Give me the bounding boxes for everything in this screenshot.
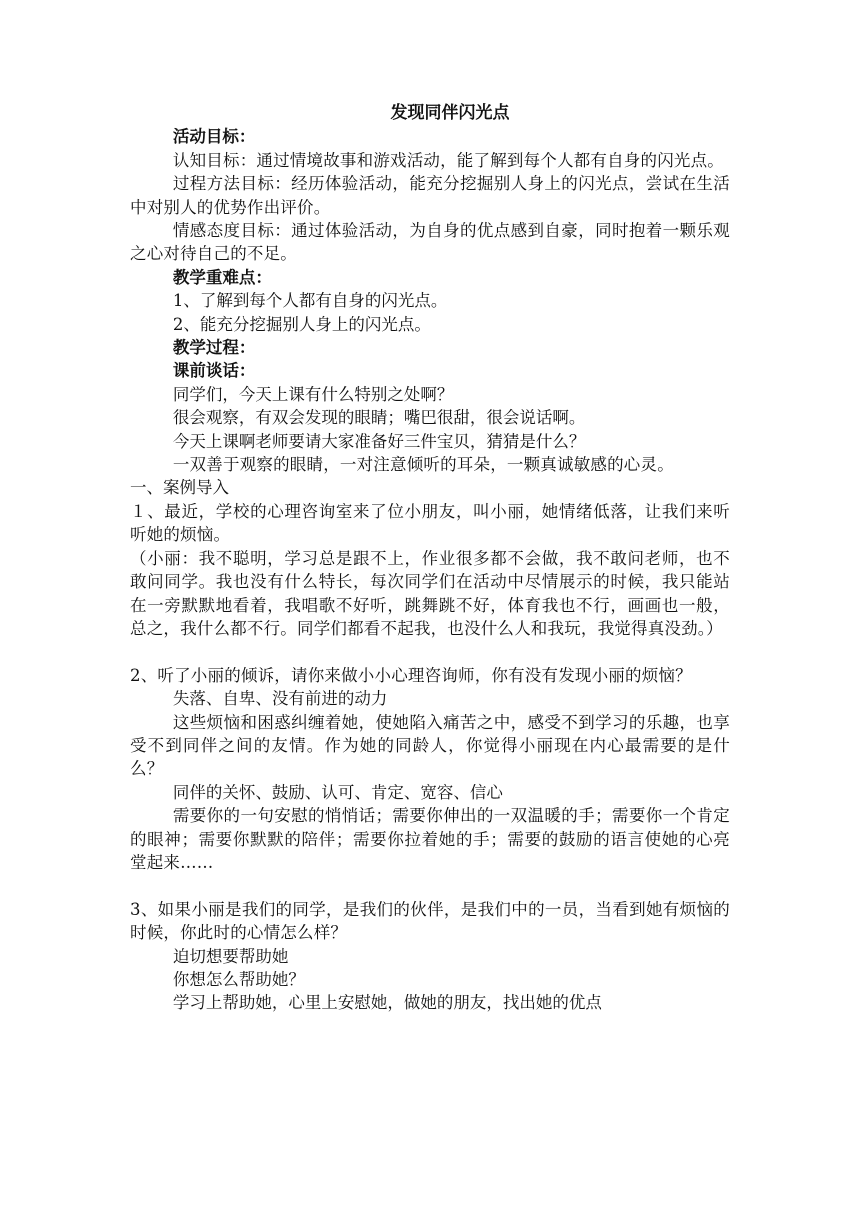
objectives-heading: 活动目标： bbox=[172, 127, 256, 147]
pre-talk-heading: 课前谈话： bbox=[172, 361, 256, 381]
section-1-heading: 一、案例导入 bbox=[130, 478, 229, 498]
talk-line-1: 同学们，今天上课有什么特别之处啊？ bbox=[172, 384, 454, 404]
case-3: 3、如果小丽是我们的同学，是我们的伙伴，是我们中的一员，当看到她有烦恼的时候，你此时的心情怎么样？ bbox=[130, 899, 730, 943]
process-heading: 教学过程： bbox=[172, 338, 256, 358]
talk-line-3: 今天上课啊老师要请大家准备好三件宝贝，猜猜是什么？ bbox=[172, 431, 586, 451]
answer-3b: 你想怎么帮助她？ bbox=[172, 969, 305, 989]
document-body bbox=[130, 102, 730, 1015]
process-goal: 过程方法目标：经历体验活动，能充分挖掘别人身上的闪光点，尝试在生活中对别人的优势作出评价。 bbox=[130, 174, 730, 217]
answer-3a: 迫切想要帮助她 bbox=[172, 946, 289, 966]
key-points-heading: 教学重难点： bbox=[172, 267, 272, 287]
xiaoli-words: （小丽：我不聪明，学习总是跟不上，作业很多都不会做，我不敢问老师，也不敢问同学。我也没有什么特长，每次同学们在活动中尽情展示的时候，我只能站在一旁默默地看着，我唱歌不好听，跳舞跳不好，体育我也不行，画画也一般，总之，我什么都不行。同学们都看不起我，也没什么人和我玩，我觉得真没劲。） bbox=[130, 548, 730, 638]
talk-line-2: 很会观察，有双会发现的眼睛；嘴巴很甜，很会说话啊。 bbox=[172, 408, 586, 428]
cognitive-goal: 认知目标：通过情境故事和游戏活动，能了解到每个人都有自身的闪光点。 bbox=[172, 150, 724, 170]
case-2: 2、听了小丽的倾诉，请你来做小小心理咨询师，你有没有发现小丽的烦恼？ bbox=[130, 665, 692, 685]
answer-2c: 同伴的关怀、鼓励、认可、肯定、宽容、信心 bbox=[172, 782, 503, 802]
emotion-goal: 情感态度目标：通过体验活动，为自身的优点感到自豪，同时抱着一颗乐观之心对待自己的不足。 bbox=[130, 221, 730, 264]
spacer bbox=[130, 874, 730, 897]
answer-2d: 需要你的一句安慰的悄悄话；需要你伸出的一双温暖的手；需要你一个肯定的眼神；需要你默默的陪伴；需要你拉着她的手；需要的鼓励的语言使她的心亮堂起来…… bbox=[130, 806, 730, 872]
key-point-1: 1、了解到每个人都有自身的闪光点。 bbox=[172, 291, 448, 311]
answer-3c: 学习上帮助她，心里上安慰她，做她的朋友，找出她的优点 bbox=[172, 993, 602, 1013]
spacer bbox=[130, 640, 730, 663]
talk-line-4: 一双善于观察的眼睛，一对注意倾听的耳朵，一颗真诚敏感的心灵。 bbox=[172, 455, 674, 475]
case-1: １、最近，学校的心理咨询室来了位小朋友，叫小丽，她情绪低落，让我们来听听她的烦恼。 bbox=[130, 501, 730, 545]
key-point-2: 2、能充分挖掘别人身上的闪光点。 bbox=[172, 314, 431, 334]
answer-2b: 这些烦恼和困惑纠缠着她，使她陷入痛苦之中，感受不到学习的乐趣，也享受不到同伴之间的友情。作为她的同龄人，你觉得小丽现在内心最需要的是什么？ bbox=[130, 712, 730, 779]
answer-2a: 失落、自卑、没有前进的动力 bbox=[172, 689, 388, 709]
document-title: 发现同伴闪光点 bbox=[390, 103, 510, 123]
